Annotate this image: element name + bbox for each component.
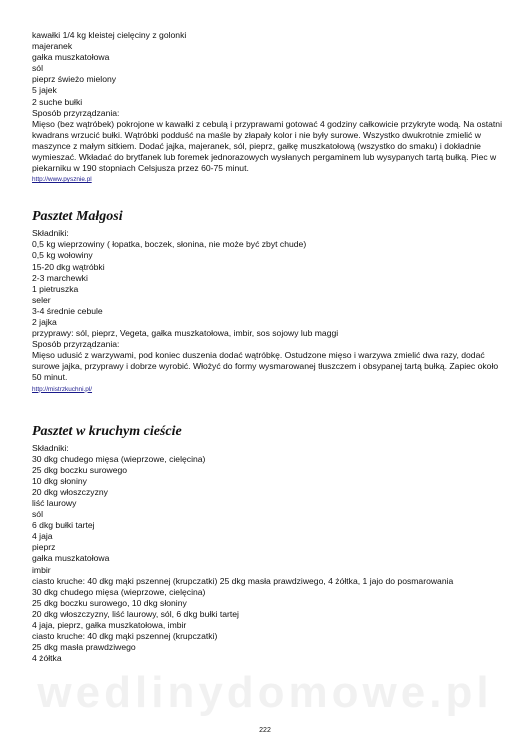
text-line: sól <box>32 509 43 520</box>
text-line: 2-3 marchewki <box>32 272 88 283</box>
text-line: sól <box>32 63 43 74</box>
text-line: 25 dkg boczku surowego <box>32 464 128 475</box>
text-line: 5 jajek <box>32 85 57 96</box>
text-line: ciasto kruche: 40 dkg mąki pszennej (krupczatki) 25 dkg masła prawdziwego, 4 żółtka, 1 jajo do posmarowania <box>32 575 454 586</box>
text-line: 1 pietruszka <box>32 283 79 294</box>
text-line: 20 dkg włoszczyzny <box>32 486 108 497</box>
text-line: Składniki: <box>32 442 69 453</box>
document-page <box>32 30 504 664</box>
text-line: pieprz <box>32 542 56 553</box>
text-line: gałka muszkatołowa <box>32 52 110 63</box>
text-line: 4 żółtka <box>32 653 62 664</box>
text-line: seler <box>32 294 51 305</box>
text-line: 20 dkg włoszczyzny, liść laurowy, sól, 6 dkg bułki tartej <box>32 608 239 619</box>
recipe-ingredients <box>32 228 504 350</box>
source-link[interactable]: http://mistrzkuchni.pl/ <box>32 385 93 393</box>
text-line: kawałki 1/4 kg kleistej cielęciny z golonki <box>32 30 187 40</box>
text-line: 2 jajka <box>32 316 57 327</box>
recipe-title: Pasztet Małgosi <box>32 209 123 225</box>
text-line: 10 dkg słoniny <box>32 475 87 486</box>
text-line: 15-20 dkg wątróbki <box>32 261 105 272</box>
text-line: gałka muszkatołowa <box>32 553 110 564</box>
text-line: liść laurowy <box>32 498 77 508</box>
watermark: wedlinydomowe.pl <box>37 668 493 717</box>
text-line: majeranek <box>32 41 73 52</box>
intro-ingredients <box>32 30 504 119</box>
text-line: 2 suche bułki <box>32 96 83 107</box>
page-number: 222 <box>259 727 271 734</box>
intro-method: Mięso (bez wątróbek) pokrojone w kawałki z cebulą i przyprawami gotować 4 godziny całkowicie przykryte wodą. Na ostatni kwadrans wrzucić bułki. Wątróbki podduść na maśle by złapały kolor i nie były surowe. Wszystko dwukrotnie zmielić w maszynce z małym sitkiem. Dodać jajka, majeranek, sól, pieprz, gałkę muszkatołową (wszystko do smaku) i dokładnie wymieszać. Wkładać do brytfanek lub foremek jednorazowych wysłanych pergaminem lub wysypanych tartą bułką. Piec w piekarniku w 190 stopniach Celsjusza przez 60-75 minut. <box>32 118 502 174</box>
text-line: ciasto kruche: 40 dkg mąki pszennej (krupczatki) <box>32 631 218 642</box>
text-line: 30 dkg chudego mięsa (wieprzowe, cielęcina) <box>32 586 206 597</box>
text-line: 3-4 średnie cebule <box>32 305 103 316</box>
text-line: 4 jaja <box>32 531 53 542</box>
text-line: Sposób przyrządzania: <box>32 339 120 350</box>
text-line: 30 dkg chudego mięsa (wieprzowe, cielęcina) <box>32 453 206 464</box>
text-line: 0,5 kg wołowiny <box>32 250 93 261</box>
text-line: 0,5 kg wieprzowiny ( łopatka, boczek, słonina, nie może być zbyt chude) <box>32 239 307 250</box>
recipe-ingredients <box>32 443 504 665</box>
text-line: 6 dkg bułki tartej <box>32 520 95 531</box>
source-link[interactable]: http://www.pysznie.pl <box>32 176 92 184</box>
text-line: pieprz świeżo mielony <box>32 74 117 85</box>
recipe-method: Mięso udusić z warzywami, pod koniec duszenia dodać wątróbkę. Ostudzone mięso i warzywa zmielić dwa razy, dodać surowe jajka, przyprawy i dobrze wyrobić. Włożyć do formy wysmarowanej tłuszczem i obsypanej tartą bułką. Zapiec około 50 minut. <box>32 350 499 383</box>
text-line: 4 jaja, pieprz, gałka muszkatołowa, imbir <box>32 620 187 631</box>
text-line: 25 dkg boczku surowego, 10 dkg słoniny <box>32 597 187 608</box>
text-line: imbir <box>32 564 51 575</box>
text-line: 25 dkg masła prawdziwego <box>32 642 136 653</box>
text-line: przyprawy: sól, pieprz, Vegeta, gałka muszkatołowa, imbir, sos sojowy lub maggi <box>32 328 339 339</box>
text-line: Sposób przyrządzania: <box>32 107 120 118</box>
text-line: Składniki: <box>32 228 69 239</box>
recipe-title: Pasztet w kruchym cieście <box>32 423 182 439</box>
